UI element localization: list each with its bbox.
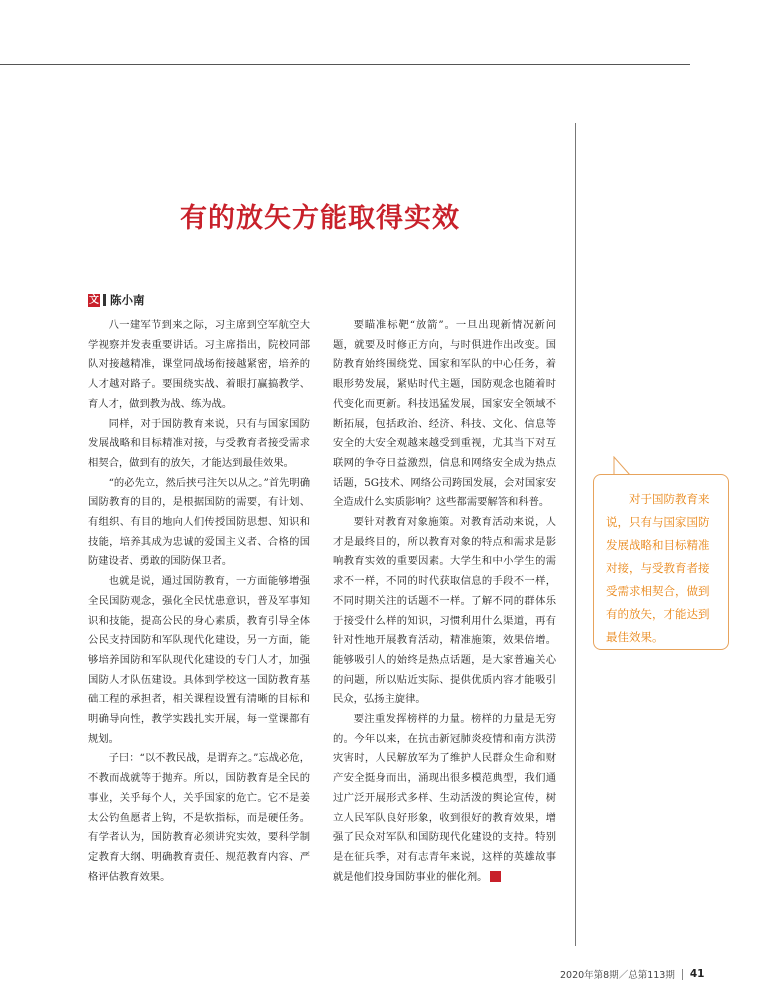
paragraph: 也就是说，通过国防教育，一方面能够增强全民国防观念，强化全民忧患意识，普及军事知识和技能，提高公民的身心素质，教育引导全体公民支持国防和军队现代化建设，另一方面，能够培养国防和军队现代化建设的专门人才，加强国防人才队伍建设。具体到学校这一国防教育基础工程的承担者，相关课程设置有清晰的目标和明确导向性，教学实践扎实开展，每一堂课都有规划。 [88,575,310,745]
pull-quote-text: 对于国防教育来说，只有与国家国防发展战略和目标精准对接，与受教育者接受需求相契合，做到有的放矢，才能达到最佳效果。 [606,492,710,644]
paragraph: 子曰：“以不教民战，是谓弃之。”忘战必危，不教而战就等于抛弃。所以，国防教育是全民的事业，关乎每个人，关乎国家的危亡。它不是姜太公钓鱼愿者上钩，不是软指标，而是硬任务。有学者认为，国防教育必须讲究实效，要科学制定教育大纲、明确教育责任、规范教育内容、严格评估教育效果。 [88,752,310,883]
page-number: 41 [689,968,705,980]
issue-info: 2020年第8期／总第113期 [560,970,675,981]
paragraph: 要针对教育对象施策。对教育活动来说，人才是最终目的，所以教育对象的特点和需求是影响教育实效的重要因素。大学生和中小学生的需求不一样，不同的时代获取信息的手段不一样，不同时期关注的话题不一样。了解不同的群体乐于接受什么样的知识，习惯利用什么渠道，再有针对性地开展教育活动，精准施策，效果倍增。能够吸引人的始终是热点话题，是大家普遍关心的问题，所以贴近实际、提供优质内容才能吸引民众，弘扬主旋律。 [333,516,556,706]
middle-column [333,316,556,887]
callout-tail-icon [612,456,636,476]
left-column [88,316,310,887]
sidebar-divider [575,123,576,946]
end-mark-icon: G [490,871,501,882]
article-title: 有的放矢方能取得实效 [180,203,460,234]
byline-bar-icon [103,294,106,306]
paragraph-text: 要注重发挥榜样的力量。榜样的力量是无穷的。今年以来，在抗击新冠肺炎疫情和南方洪涝灾害时，人民解放军为了维护人民群众生命和财产安全挺身而出，涌现出很多模范典型，我们通过广泛开展形式多样、生动活泼的舆论宣传，树立人民军队良好形象，收到很好的教育效果，增强了民众对军队和国防现代化建设的支持。特别是在征兵季，对有志青年来说，这样的英雄故事就是他们投身国防事业的催化剂。 [333,713,556,883]
paragraph [333,710,556,887]
top-divider [0,64,690,65]
byline [88,292,145,308]
paragraph: 八一建军节到来之际，习主席到空军航空大学视察并发表重要讲话。习主席指出，院校同部队对接越精准，课堂同战场衔接越紧密，培养的人才越对路子。要围绕实战、着眼打赢搞教学、育人才，做到教为战、练为战。 [88,319,310,410]
pull-quote [593,474,729,650]
footer-separator [682,969,683,980]
page-footer [560,967,704,981]
paragraph: 要瞄准标靶“放箭”。一旦出现新情况新问题，就要及时修正方向，与时俱进作出改变。国防教育始终围绕党、国家和军队的中心任务，着眼形势发展，紧贴时代主题，国防观念也随着时代变化而更新。科技迅猛发展，国家安全领域不断拓展，包括政治、经济、科技、文化、信息等安全的大安全观越来越受到重视，尤其当下对互联网的争夺日益激烈，信息和网络安全成为热点话题，5G技术、网络公司跨国发展，会对国家安全造成什么实质影响？这些都需要解答和科普。 [333,319,556,509]
paragraph: 同样，对于国防教育来说，只有与国家国防发展战略和目标精准对接，与受教育者接受需求相契合，做到有的放矢，才能达到最佳效果。 [88,417,310,469]
author-name: 陈小南 [110,293,145,307]
paragraph: “的必先立，然后挟弓注矢以从之。”首先明确国防教育的目的，是根据国防的需要，有计划、有组织、有目的地向人们传授国防思想、知识和技能，培养其成为忠诚的爱国主义者、合格的国防建设者、勇敢的国防保卫者。 [88,476,310,568]
byline-tag: 文 [89,294,99,306]
